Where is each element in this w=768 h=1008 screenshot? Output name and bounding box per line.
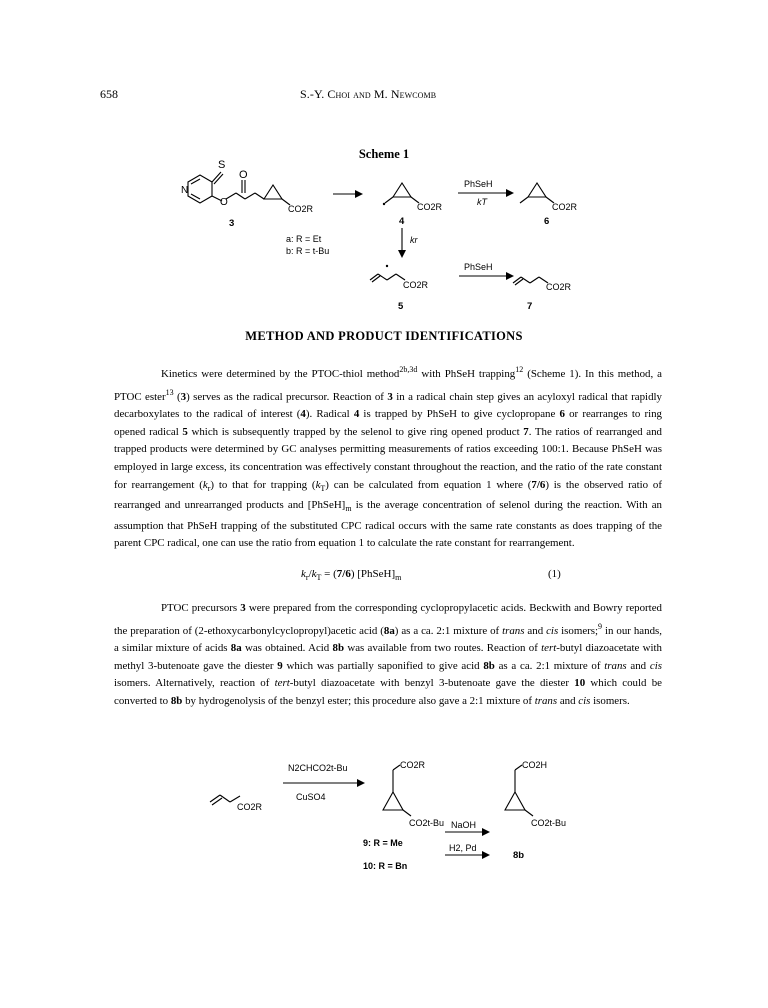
- compound-label-3: 3: [229, 218, 235, 229]
- reagent-phseh-bottom: PhSeH: [464, 262, 493, 272]
- scheme2-naoh: NaOH: [451, 820, 477, 830]
- scheme2-reagent-diazo: N2CHCO2t-Bu: [288, 763, 348, 773]
- running-header-authors: S.-Y. Choi and M. Newcomb: [300, 87, 437, 101]
- co2r-3: CO2R: [288, 204, 314, 214]
- co2r-7: CO2R: [546, 282, 572, 292]
- scheme2-diester-co2tbu: CO2t-Bu: [409, 818, 445, 828]
- scheme2-diester-co2r: CO2R: [400, 760, 426, 770]
- rate-constant-kr: kr: [410, 235, 418, 245]
- cyclopropane-6: [528, 183, 546, 197]
- scheme2-label-10: 10: R = Bn: [363, 861, 408, 871]
- atom-s: S: [218, 159, 226, 171]
- atom-n: N: [181, 185, 189, 196]
- cyclopropane-4: [393, 183, 411, 197]
- cyclopropane-diester: [383, 792, 403, 810]
- compound-label-7: 7: [527, 301, 533, 312]
- compound-label-6: 6: [544, 216, 550, 227]
- cyclopropane-acid: [505, 792, 525, 810]
- section-heading: METHOD AND PRODUCT IDENTIFICATIONS: [245, 329, 523, 343]
- rate-constant-kt: kT: [477, 197, 487, 207]
- equation-1: $k_r/k_T = (7/6)$ $[PhSeH]_m$: [301, 568, 402, 582]
- substituent-b: b: R = t-Bu: [286, 246, 330, 256]
- scheme2-acid-co2h: CO2H: [522, 760, 548, 770]
- atom-o-ester: O: [220, 197, 228, 208]
- paragraph-synthesis: PTOC precursors 3 were prepared from the corresponding cyclopropylacetic acids. Beckwith and Bowry reported the preparation of (2-ethoxycarbonylcyclopropyl)acetic acid (8a) as a ca. 2:1 mixture of trans and cis isomers;$^9$ in our hands, a similar mixture of acids 8a was obtained. Acid 8b was available from two routes. Reaction of tert-butyl diazoacetate with methyl 3-butenoate gave the diester 9 which was partially saponified to give acid 8b as a ca. 2:1 mixture of trans and cis isomers. Alternatively, reaction of tert-butyl diazoacetate with benzyl 3-butenoate gave the diester 10 which could be converted to 8b by hydrogenolysis of the benzyl ester; this procedure also gave a 2:1 mixture of trans and cis isomers.: [114, 602, 662, 707]
- scheme2-reagent-cuso4: CuSO4: [296, 792, 326, 802]
- co2r-6: CO2R: [552, 202, 578, 212]
- paragraph-method: Kinetics were determined by the PTOC-thiol method$^{2b,3d}$ with PhSeH trapping$^{12}$ (Scheme 1). In this method, a PTOC ester$^{13}$ (3) serves as the radical precursor. Reaction of 3 in a radical chain step gives an acyloxyl radical that rapidly decarboxylates to the radical of interest (4). Radical 4 is trapped by PhSeH to give cyclopropane 6 or rearranges to ring opened radical 5 which is subsequently trapped by the selenol to give ring opened product 7. The ratios of rearranged and trapped products were determined by GC analyses permitting measurements of ratios exceeding 100:1. Because PhSeH was employed in large excess, its concentration was effectively constant throughout the reaction, and the ratio of the rate constant for rearrangement $(k_r)$ to that for trapping $(k_T)$ can be calculated from equation 1 where (7/6) is the observed ratio of rearranged and unrearranged products and $[PhSeH]_m$ is the average concentration of selenol during the reaction. With an assumption that PhSeH trapping of the substituted CPC radical occurs with the same rate constants as does trapping of the parent CPC radical, one can use the ratio from equation 1 to calculate the rate constant for rearrangement.: [114, 365, 663, 550]
- compound-label-4: 4: [399, 216, 405, 227]
- reagent-phseh-top: PhSeH: [464, 179, 493, 189]
- co2r-4: CO2R: [417, 202, 443, 212]
- scheme2-acid-co2tbu: CO2t-Bu: [531, 818, 567, 828]
- co2r-5: CO2R: [403, 280, 429, 290]
- scheme2-label-8b: 8b: [513, 850, 525, 861]
- cyclopropane-3: [264, 185, 282, 199]
- scheme2-label-9: 9: R = Me: [363, 838, 403, 848]
- substituent-a: a: R = Et: [286, 234, 322, 244]
- compound-label-5: 5: [398, 301, 404, 312]
- scheme2-start-co2r: CO2R: [237, 802, 263, 812]
- scheme-title: Scheme 1: [358, 147, 410, 161]
- page-number: 658: [100, 87, 118, 101]
- equation-number: (1): [548, 568, 561, 580]
- scheme2-h2pd: H2, Pd: [449, 843, 477, 853]
- atom-o-carbonyl: O: [239, 169, 248, 181]
